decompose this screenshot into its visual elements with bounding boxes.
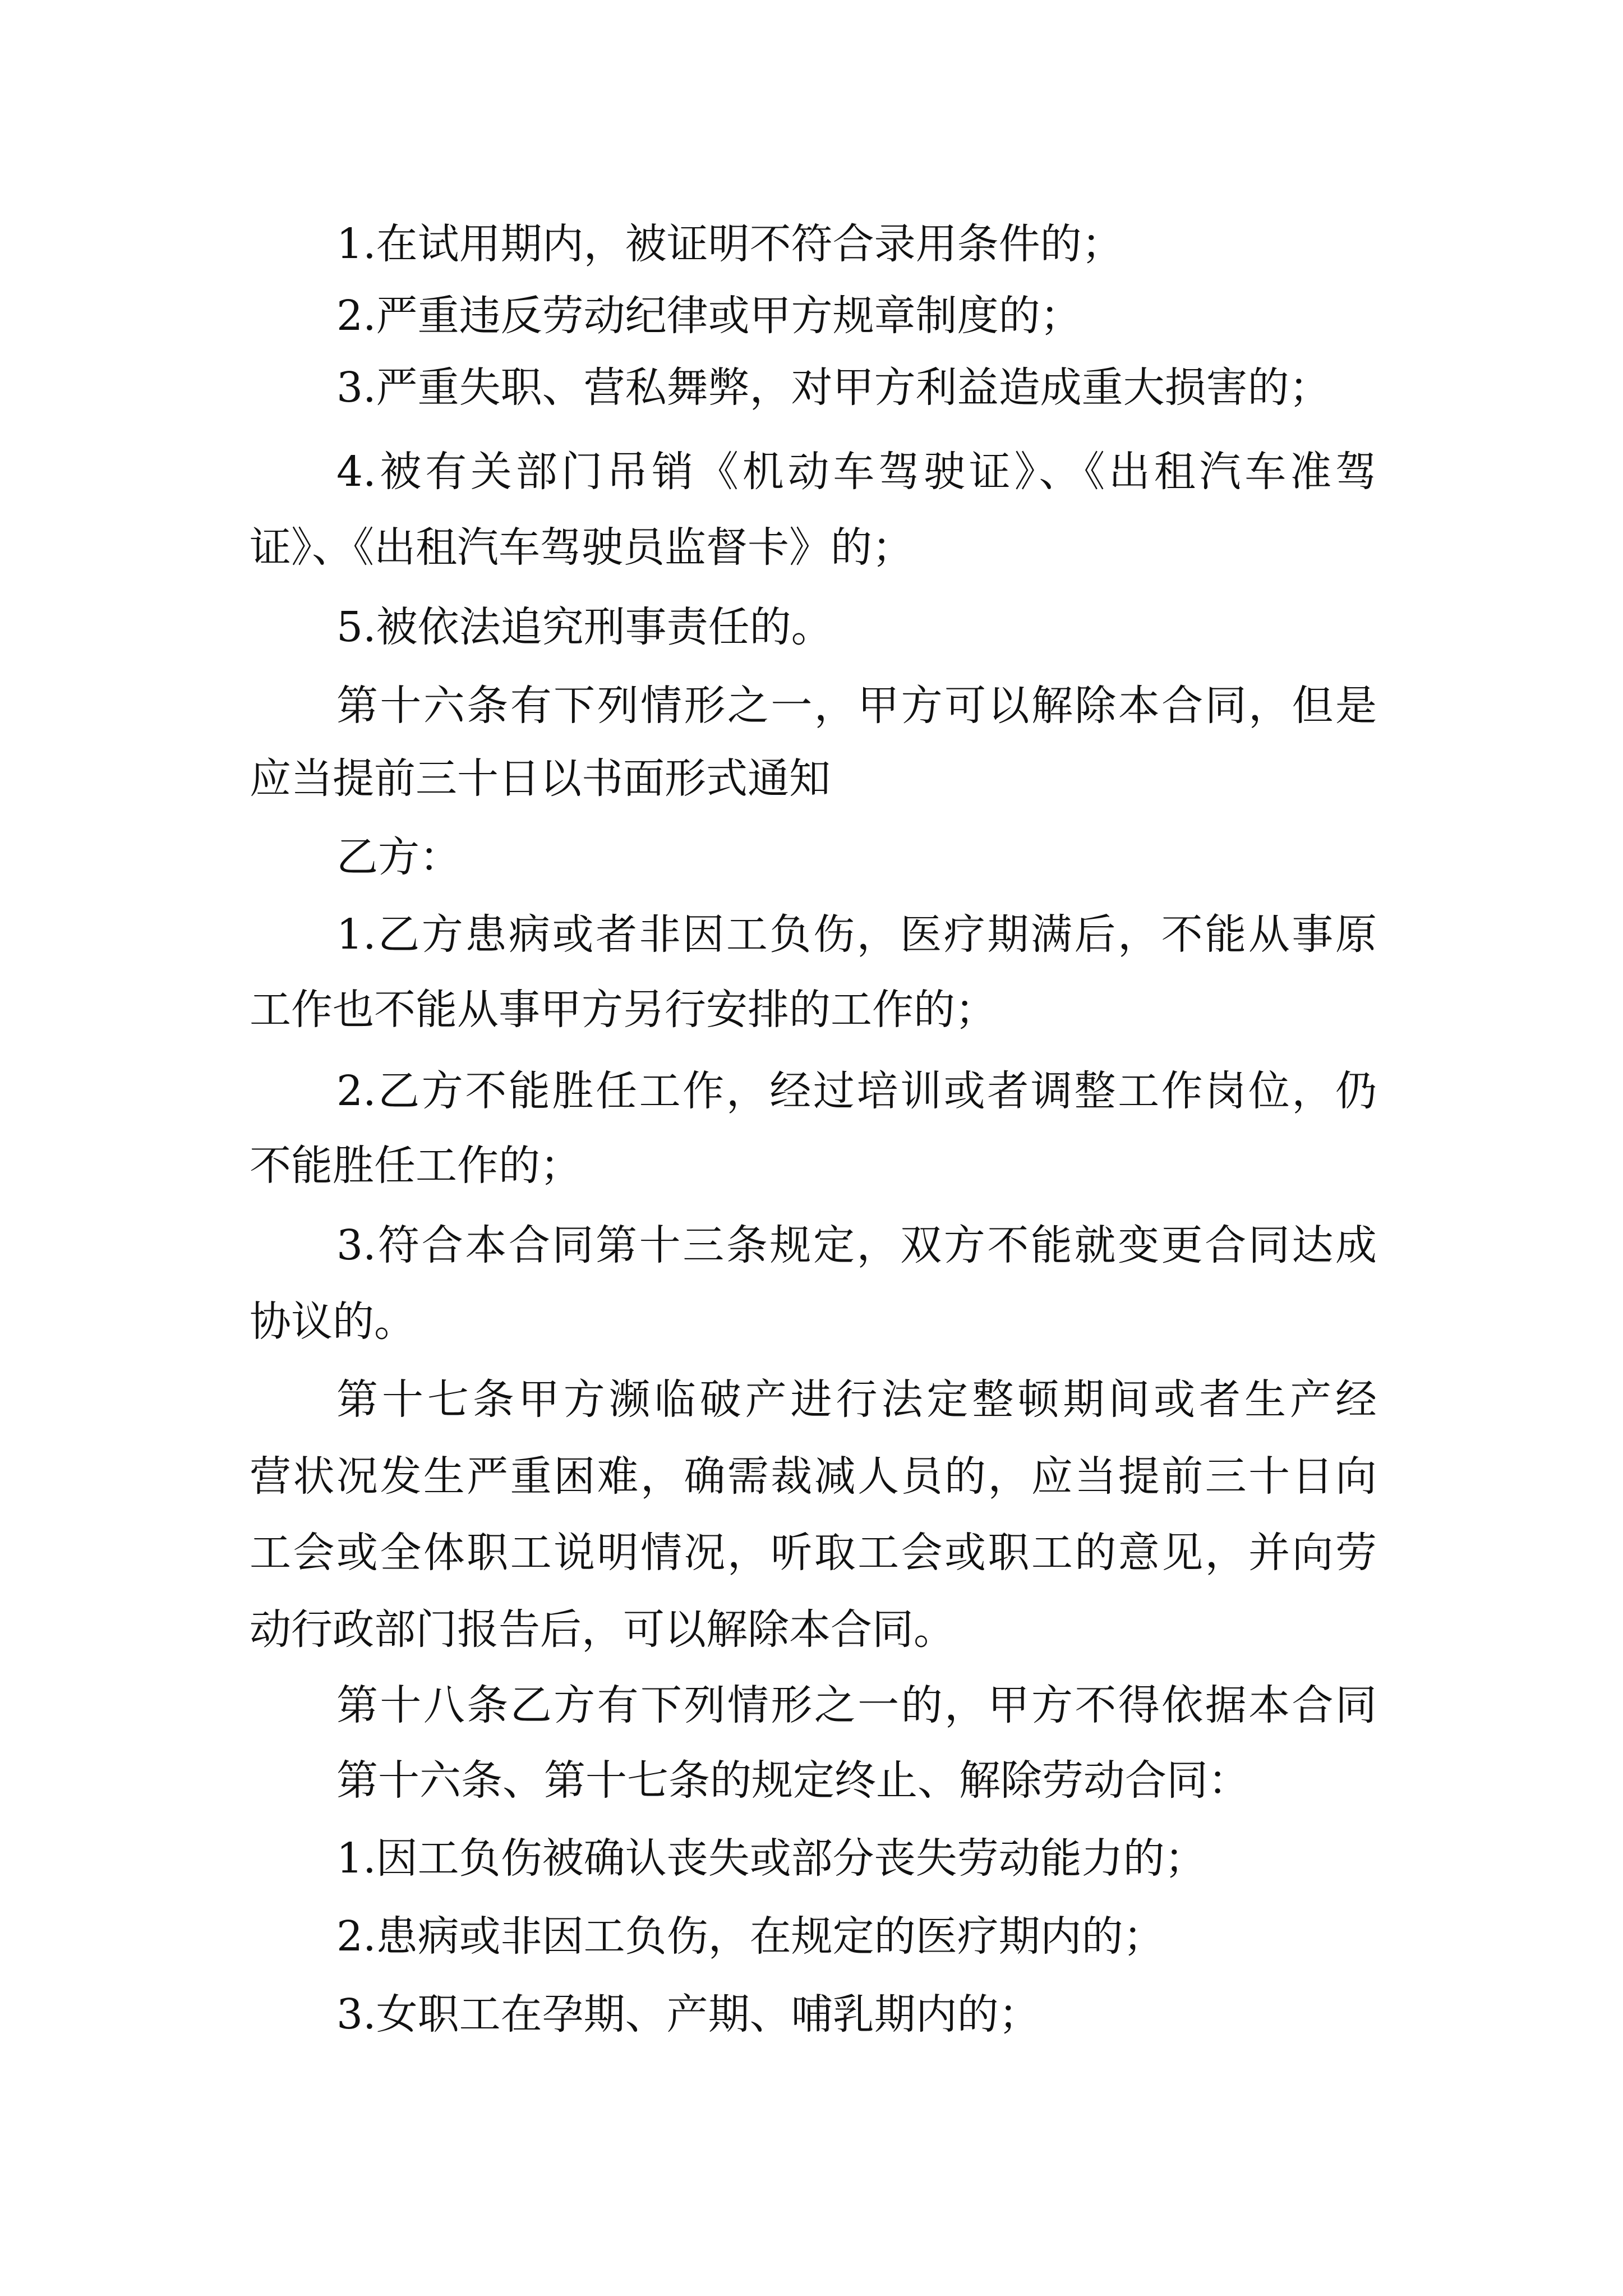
clause-line: 2.严重违反劳动纪律或甲方规章制度的； (336, 292, 1082, 340)
article-16-line: 乙方： (336, 833, 461, 881)
clause-line: 2.患病或非因工负伤，在规定的医疗期内的； (336, 1912, 1165, 1961)
article-16-line: 第十六条有下列情形之一，甲方可以解除本合同，但是 (336, 682, 1377, 730)
clause-line: 证》、《出租汽车驾驶员监督卡》的； (250, 523, 914, 572)
article-18-line: 第十八条乙方有下列情形之一的，甲方不得依据本合同 (336, 1681, 1377, 1729)
clause-line: 工作也不能从事甲方另行安排的工作的； (250, 986, 997, 1034)
article-17-line: 营状况发生严重困难，确需裁减人员的，应当提前三十日向 (250, 1452, 1377, 1501)
clause-line: 4.被有关部门吊销《机动车驾驶证》、《出租汽车准驾 (336, 448, 1377, 496)
article-17-line: 工会或全体职工说明情况，听取工会或职工的意见，并向劳 (250, 1529, 1377, 1577)
clause-line: 1.因工负伤被确认丧失或部分丧失劳动能力的； (336, 1834, 1206, 1883)
clause-line: 5.被依法追究刑事责任的。 (336, 603, 833, 651)
article-17-line: 动行政部门报告后，可以解除本合同。 (250, 1605, 955, 1654)
clause-line: 1.乙方患病或者非因工负伤，医疗期满后，不能从事原 (336, 910, 1377, 959)
clause-line: 3.符合本合同第十三条规定，双方不能就变更合同达成 (336, 1221, 1377, 1269)
clause-line: 3.严重失职、营私舞弊，对甲方利益造成重大损害的； (336, 364, 1331, 412)
clause-line: 2.乙方不能胜任工作，经过培训或者调整工作岗位，仍 (336, 1067, 1377, 1115)
clause-line: 3.女职工在孕期、产期、哺乳期内的； (336, 1990, 1040, 2039)
article-16-line: 应当提前三十日以书面形式通知 (250, 754, 831, 803)
clause-line: 不能胜任工作的； (250, 1142, 582, 1190)
clause-line: 协议的。 (250, 1297, 416, 1346)
article-17-line: 第十七条甲方濒临破产进行法定整顿期间或者生产经 (336, 1375, 1377, 1424)
clause-line: 1.在试用期内，被证明不符合录用条件的； (336, 220, 1123, 268)
article-18-line: 第十六条、第十七条的规定终止、解除劳动合同： (336, 1756, 1249, 1805)
